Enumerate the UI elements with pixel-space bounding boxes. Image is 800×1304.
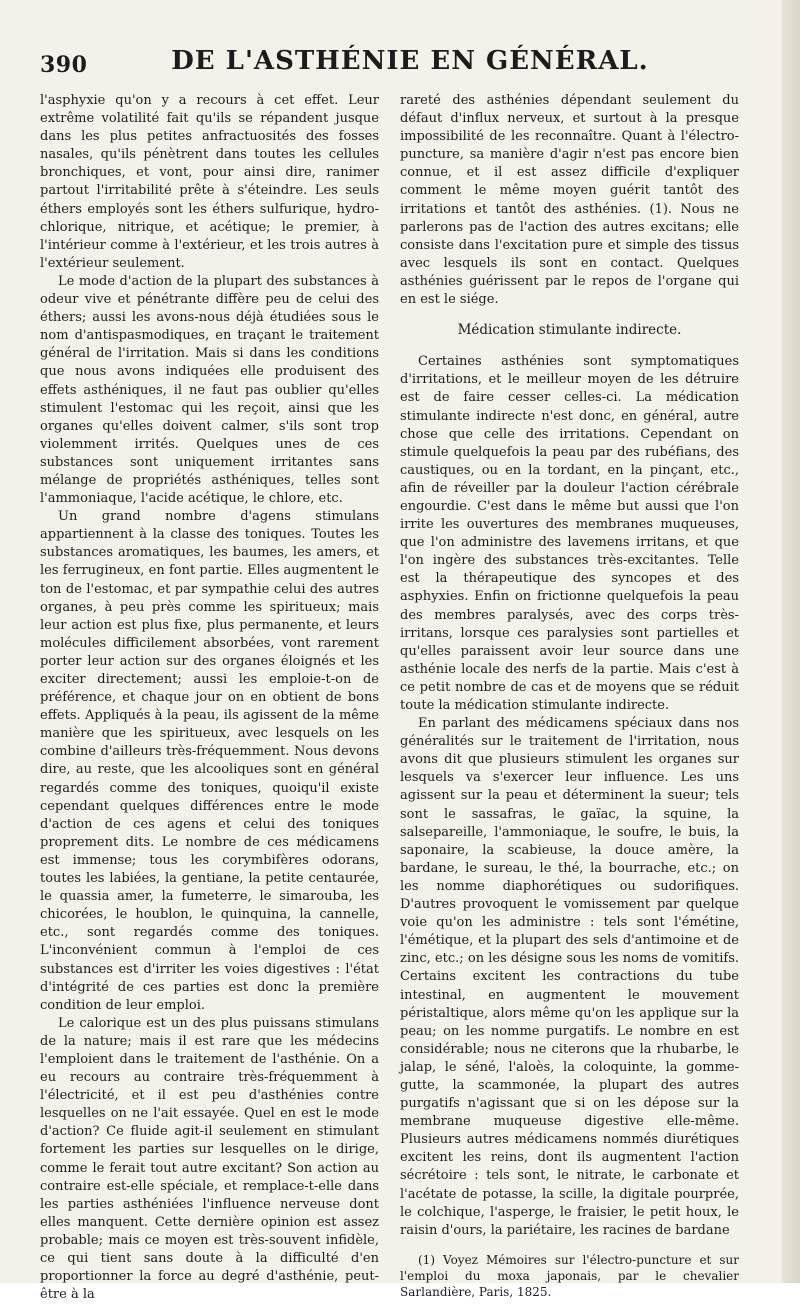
page-header — [40, 46, 740, 86]
paragraph: En parlant des médicamens spéciaux dans nos généralités sur le traitement de l'irritation, nous avons dit que plusieurs stimulent les organes sur lesquels va s'exercer leur influence. Les uns agissent sur la peau et déterminent la sueur; tels sont le sassafras, le gaïac, la squine, la salsepareille, l'ammoniaque, le soufre, le buis, la saponaire, la scabieuse, la douce amère, la bardane, le sureau, le thé, la bourrache, etc.; on les nomme diaphorétiques ou sudorifiques. D'autres provoquent le vomissement par quelque voie qu'on les administre : tels sont l'émétine, l'émétique, et la plupart des sels d'antimoine et de zinc, etc.; on les désigne sous les noms de vomitifs. Certains excitent les contractions du tube intestinal, en augmentent le mouvement péristaltique, alors même qu'on les applique sur la peau; on les nomme purgatifs. Le nombre en est considérable; nous ne citerons que la rhubarbe, le jalap, le séné, l'aloès, la coloquinte, la gomme-gutte, la scammonée, la plupart des autres purgatifs n'agissant que si on les dépose sur la membrane muqueuse digestive elle-même. Plusieurs autres médicamens nommés diurétiques excitent les reins, dont ils augmentent l'action sécrétoire : tels sont, le nitrate, le carbonate et l'acétate de potasse, la scille, la digitale pourprée, le colchique, l'asperge, le fraisier, le petit houx, le raisin d'ours, la pariétaire, les racines de bardane — [400, 716, 739, 1238]
paragraph: rareté des asthénies dépendant seulement du défaut d'influx nerveux, et surtout à la presque impossibilité de les reconnaître. Quant à l'électro-puncture, sa manière d'agir n'est pas encore bien connue, et il est assez difficile d'expliquer comment le même moyen guérit tantôt des irritations et tantôt des asthénies. (1). Nous ne parlerons pas de l'action des autres excitans; elle consiste dans l'excitation pure et simple des tissus avec lesquels ils sont en contact. Quelques asthénies guérissent par le repos de l'organe qui en est le siége. — [400, 93, 739, 308]
right-column — [400, 92, 739, 1300]
paragraph: Le calorique est un des plus puissans stimulans de la nature; mais il est rare que les médecins l'emploient dans le traitement de l'asthénie. On a eu recours au contraire très-fréquemment à l'électricité, et il est peu d'asthénies contre lesquelles on ne l'ait essayée. Quel en est le mode d'action? Ce fluide agit-il seulement en stimulant fortement les parties sur lesquelles on le dirige, comme le ferait tout autre excitant? Son action au contraire est-elle spéciale, et remplace-t-elle dans les parties asthéniées l'influence nerveuse dont elles manquent. Cette dernière opinion est assez probable; mais ce moyen est très-souvent infidèle, ce qui tient sans doute à la difficulté d'en proportionner la force au degré d'asthénie, peut-être à la — [40, 1015, 379, 1303]
left-column — [40, 92, 379, 1304]
running-title: DE L'ASTHÉNIE EN GÉNÉRAL. — [171, 46, 649, 76]
footnote: (1) Voyez Mémoires sur l'électro-puncture et sur l'emploi du moxa japonais, par le chevalier Sarlandière, Paris, 1825. — [400, 1252, 739, 1299]
paragraph: Un grand nombre d'agens stimulans appartiennent à la classe des toniques. Toutes les substances aromatiques, les baumes, les amers, et les ferrugineux, en font partie. Elles augmentent le ton de l'estomac, et par sympathie celui des autres organes, à peu près comme les spiritueux; mais leur action est plus fixe, plus permanente, et leurs molécules difficilement absorbées, vont rarement porter leur action sur des organes éloignés et les exciter directement; aussi les emploie-t-on de préférence, et chaque jour on en obtient de bons effets. Appliqués à la peau, ils agissent de la même manière que les spiritueux, avec lesquels on les combine d'ailleurs très-fréquemment. Nous devons dire, au reste, que les alcooliques sont en général regardés comme des toniques, quoiqu'il existe cependant quelques différences entre le mode d'action de ces agens et celui des toniques proprement dits. Le nombre de ces médicamens est immense; tous les corymbifères odorans, toutes les labiées, la gentiane, la petite centaurée, le quassia amer, la fumeterre, le simarouba, les chicorées, le houblon, le quinquina, la cannelle, etc., sont regardés comme des toniques. L'inconvénient commun à l'emploi de ces substances est d'irriter les voies digestives : l'état d'intégrité de ces parties est donc la première condition de leur emploi. — [40, 509, 379, 1013]
section-heading: Médication stimulante indirecte. — [457, 322, 682, 339]
page-edge-shadow — [782, 0, 800, 1283]
paragraph: Le mode d'action de la plupart des substances à odeur vive et pénétrante diffère peu de celui des éthers; aussi les avons-nous déjà étudiées sous le nom d'antispasmodiques, en traçant le traitement général de l'irritation. Mais si dans les conditions que nous avons indiquées elle produisent des effets asthéniques, il ne faut pas oublier qu'elles stimulent l'estomac qui les reçoit, ainsi que les organes qu'elles doivent calmer, s'ils sont trop violemment irrités. Quelques unes de ces substances sont uniquement irritantes sans mélange de propriétés asthéniques, telles sont l'ammoniaque, l'acide acétique, le chlore, etc. — [40, 273, 379, 507]
paragraph: l'asphyxie qu'on y a recours à cet effet. Leur extrême volatilité fait qu'ils se répandent jusque dans les plus petites anfractuosités des fosses nasales, qu'ils pénètrent dans toutes les cellules bronchiques, et vont, pour ainsi dire, ranimer partout l'irritabilité prête à s'éteindre. Les seuls éthers employés sont les éthers sulfurique, hydro-chlorique, nitrique, et acétique; le premier, à l'intérieur comme à l'extérieur, et les trois autres à l'extérieur seulement. — [40, 93, 379, 271]
paragraph: Certaines asthénies sont symptomatiques d'irritations, et le meilleur moyen de les détruire est de faire cesser celles-ci. La médication stimulante indirecte n'est donc, en général, autre chose que celle des irritations. Cependant on stimule quelquefois la peau par des rubéfians, des caustiques, ou en la tordant, en la pinçant, etc., afin de réveiller par la douleur l'action cérébrale engourdie. C'est dans le même but aussi que l'on irrite les ouvertures des membranes muqueuses, que l'on administre des lavemens irritans, et que l'on ingère des substances très-excitantes. Telle est la thérapeutique des syncopes et des asphyxies. Enfin on frictionne quelquefois la peau des membres paralysés, avec des corps très-irritans, lorsque ces paralysies sont partielles et qu'elles paraissent avoir leur source dans une asthénie locale des nerfs de la partie. Mais c'est à ce petit nombre de cas et de moyens que se réduit toute la médication stimulante indirecte. — [400, 354, 739, 713]
page-number: 390 — [40, 52, 88, 78]
